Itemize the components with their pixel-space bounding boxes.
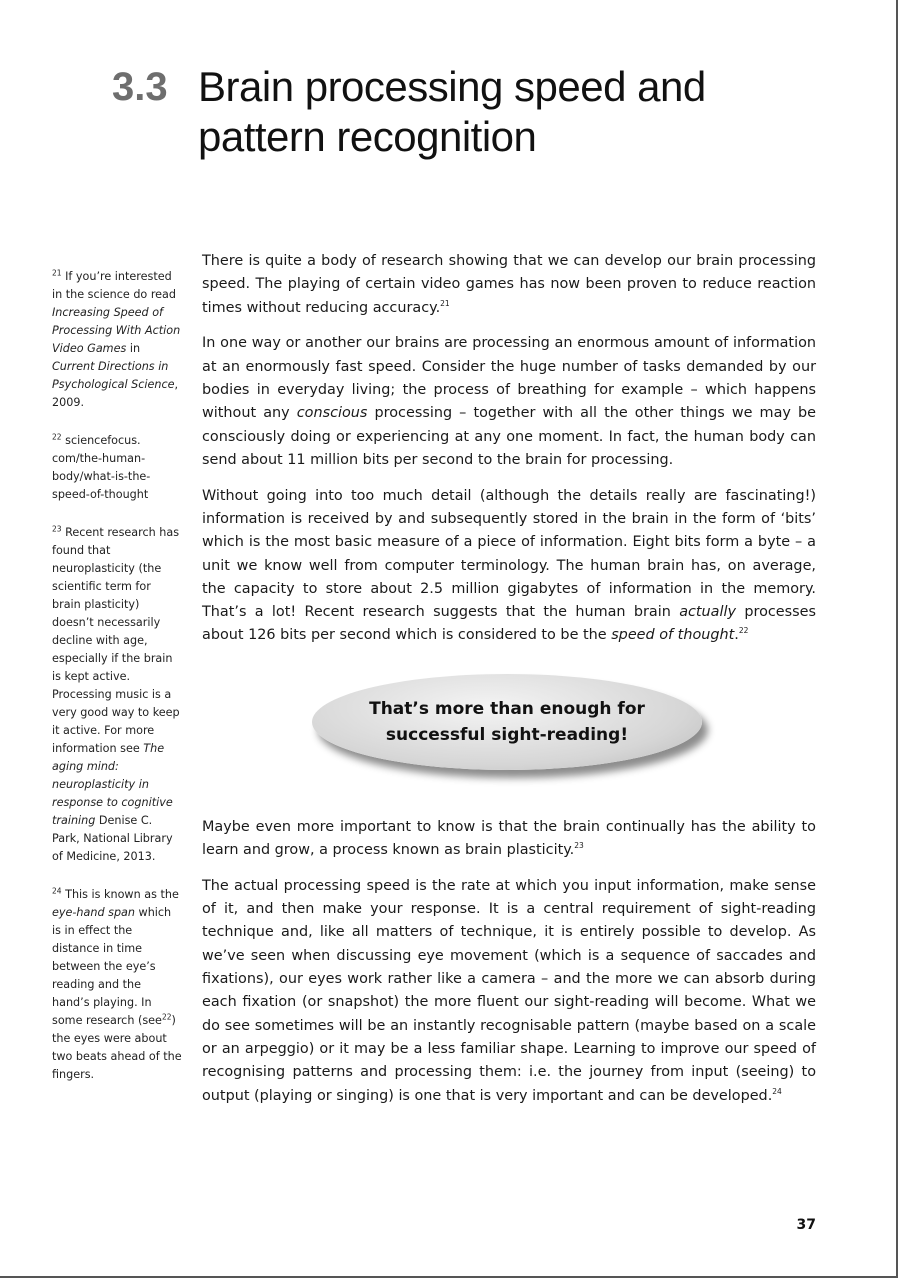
footnote-text: This is known as the [65,888,179,901]
footnote-marker: 24 [52,886,62,896]
paragraph-italic: conscious [296,405,368,422]
paragraph-italic: actually [679,604,737,621]
footnote-reference: 23 [574,841,584,851]
footnote-marker: 21 [52,268,62,278]
section-title-line-2: pattern recognition [198,113,537,160]
footnote-23 [52,524,182,866]
paragraph-text: processing – together with all the other things we may be consciously doing or experiencing at any one moment. In fact, the human body can send about 11 million bits per second to the brain for processing. [202,405,816,468]
paragraph-text: Maybe even more important to know is that the brain continually has the ability to learn and grow, a process known as brain plasticity. [202,818,816,859]
paragraph-4 [202,816,816,863]
footnote-text: sciencefocus. com/the-human-body/what-is-the-speed-of-thought [52,434,151,501]
footnote-italic: eye-hand span [52,906,135,919]
callout-bubble [312,674,702,770]
footnote-marker: 23 [52,524,62,534]
footnote-text: , 2009. [52,378,179,409]
footnote-italic: The aging mind: neuroplasticity in response to cognitive training [52,742,173,827]
paragraph-text: Without going into too much detail (although the details really are fascinating!) information is received by and subsequently stored in the brain in the form of ‘bits’ which is the most basic measure of a piece of information. Eight bits form a byte – a unit we know well from computer terminology. The human brain has, on average, the capacity to store about 2.5 million gigabytes of information in the memory. That’s a lot! Recent research suggests that the human brain [202,487,816,621]
footnote-italic: Current Directions in Psychological Science [52,360,175,391]
footnote-text: which is in effect the distance in time between the eye’s reading and the hand’s playing. In some research (see [52,906,172,1027]
paragraph-text: There is quite a body of research showing that we can develop our brain processing speed. The playing of certain video games has now been proven to reduce reaction times without reducing accuracy. [202,253,816,316]
callout-line-2: successful sight-reading! [385,724,629,745]
footnote-italic: Increasing Speed of Processing With Action Video Games [52,306,181,355]
paragraph-text: processes about 126 bits per second which is considered to be the [202,604,816,644]
footnote-24 [52,886,182,1084]
paragraph-text: The actual processing speed is the rate at which you input information, make sense of it, and then make your response. It is a central requirement of sight-reading technique and, like all matters of technique, it is entirely possible to develop. As we’ve seen when discussing eye movement (which is a sequence of saccades and fixations), our eyes work rather like a camera – and the more we can absorb during each fixation (or snapshot) the more fluent our sight-reading will become. What we do see sometimes will be an instantly recognisable pattern (maybe based on a scale or an arpeggio) or it may be a less familiar shape. Learning to improve our speed of recognising patterns and processing them: i.e. the journey from input (seeing) to output (playing or singing) is one that is very important and can be developed. [202,877,816,1104]
section-title-line-1: Brain processing speed and [198,63,706,110]
paragraph-text: . [734,627,739,644]
paragraph-3 [202,485,816,648]
footnote-reference: 22 [738,626,749,636]
paragraph-5 [202,875,816,1108]
paragraph-1 [202,250,816,320]
footnote-reference: 22 [161,1012,172,1022]
main-body [202,250,816,1120]
section-heading [112,62,812,162]
footnote-22 [52,432,182,504]
footnote-text: Recent research has found that neuroplasticity (the scientific term for brain plasticity) doesn’t necessarily decline with age, especially if the brain is kept active. Processing music is a very good way to keep it active. For more information see [52,526,180,755]
footnote-text: Denise C. Park, National Library of Medicine, 2013. [52,814,173,863]
paragraph-text: In one way or another our brains are processing an enormous amount of information at an enormously fast speed. Consider the huge number of tasks demanded by our bodies in everyday living; the process of breathing for example – which happens without any [202,335,816,422]
footnote-21 [52,268,182,412]
footnote-text: in [126,342,141,355]
sidebar-notes [52,268,182,1104]
footnote-reference: 24 [772,1086,782,1096]
section-title [198,62,706,162]
callout-line-1: That’s more than enough for [369,698,645,719]
callout-area [202,666,816,794]
footnote-text: ) the eyes were about two beats ahead of the fingers. [52,1014,182,1081]
section-number: 3.3 [112,65,168,109]
footnote-reference: 21 [440,298,450,308]
footnote-marker: 22 [52,432,62,442]
paragraph-2 [202,332,816,472]
paragraph-italic: speed of thought [611,627,735,644]
page-number: 37 [796,1217,816,1233]
footnote-text: If you’re interested in the science do read [52,270,177,301]
